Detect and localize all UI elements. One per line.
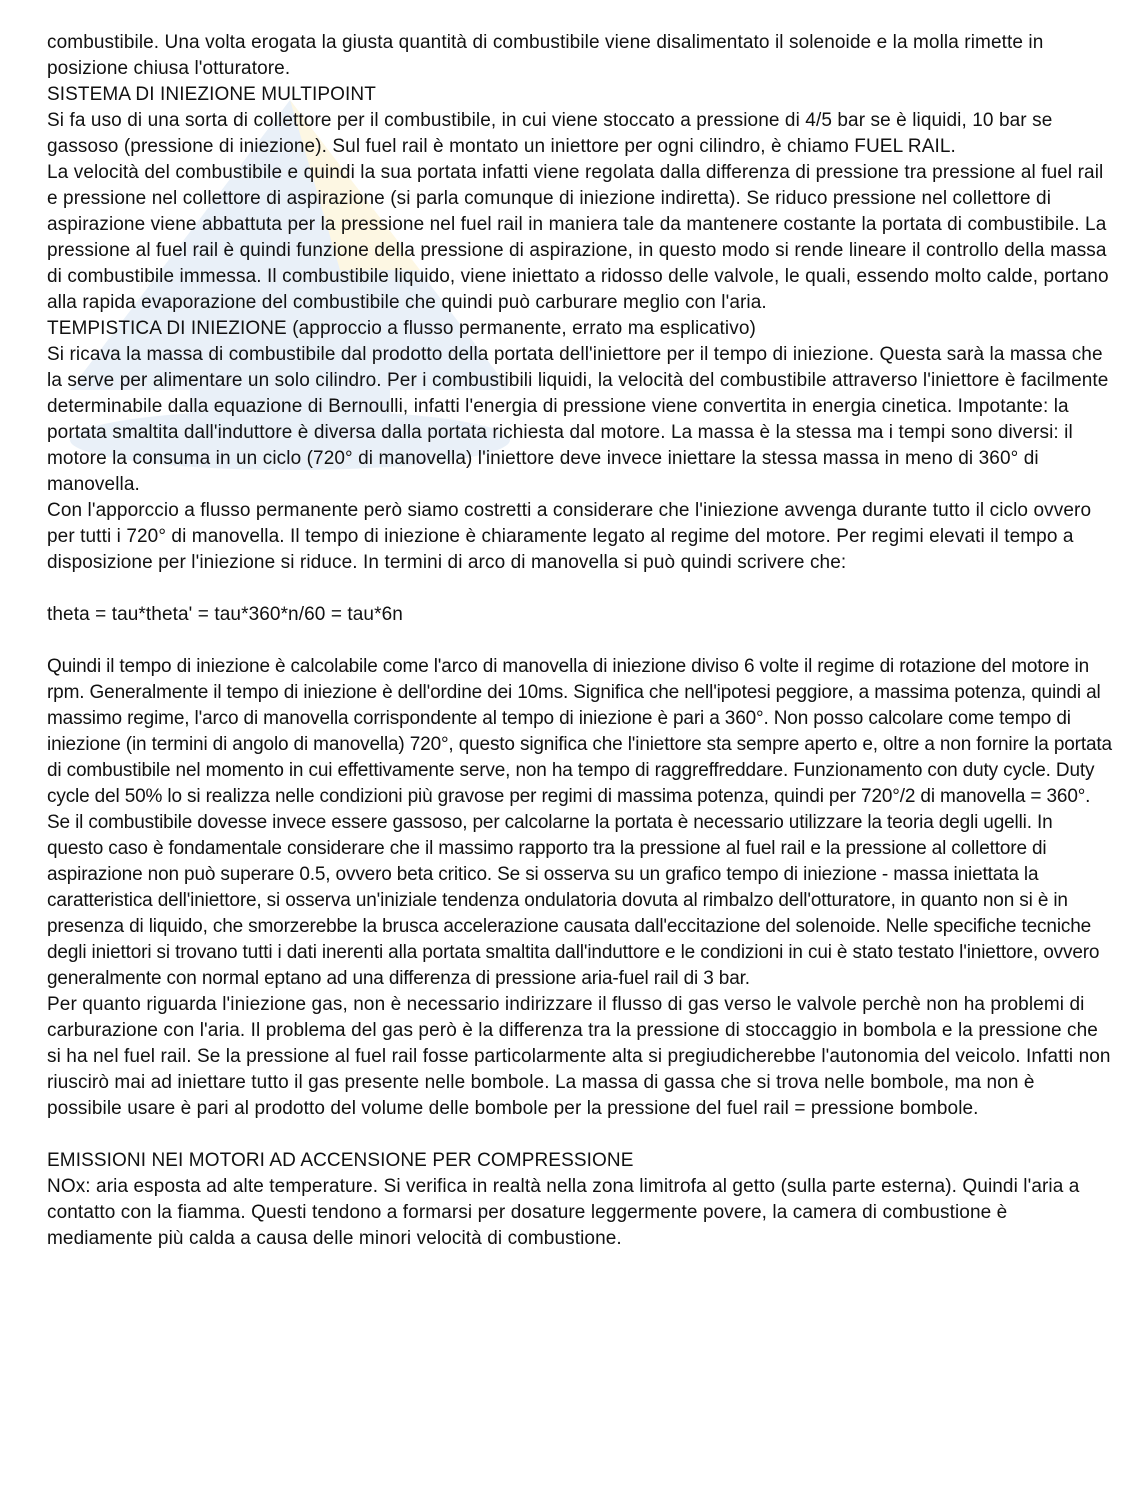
document-body	[47, 30, 1112, 1252]
paragraph-iniezione-gas: Per quanto riguarda l'iniezione gas, non è necessario indirizzare il flusso di gas verso le valvole perchè non ha problemi di carburazione con l'aria. Il problema del gas però è la differenza tra la pressione di stoccaggio in bombola e la pressione che si ha nel fuel rail. Se la pressione al fuel rail fosse particolarmente alta si pregiudicherebbe l'autonomia del veicolo. Infatti non riuscirò mai ad iniettare tutto il gas presente nelle bombole. La massa di gassa che si trova nelle bombole, ma non è possibile usare è pari al prodotto del volume delle bombole per la pressione del fuel rail = pressione bombole.	[47, 994, 1111, 1119]
blank-line	[47, 576, 1112, 602]
heading-multipoint: SISTEMA DI INIEZIONE MULTIPOINT	[47, 84, 376, 105]
paragraph-tempo-iniezione: Quindi il tempo di iniezione è calcolabile come l'arco di manovella di iniezione diviso 6 volte il regime di rotazione del motore in rpm. Generalmente il tempo di iniezione è dell'ordine dei 10ms. Significa che nell'ipotesi peggiore, a massima potenza, quindi al massimo regime, l'arco di manovella corrispondente al tempo di iniezione è pari a 360°. Non posso calcolare come tempo di iniezione (in termini di angolo di manovella) 720°, questo significa che l'iniettore sta sempre aperto e, oltre a non fornire la portata di combustibile nel momento in cui effettivamente serve, non ha tempo di raggreffreddare. Funzionamento con duty cycle. Duty cycle del 50% lo si realizza nelle condizioni più gravose per regimi di massima potenza, quindi per 720°/2 di manovella = 360°. Se il combustibile dovesse invece essere gassoso, per calcolarne la portata è necessario utilizzare la teoria degli ugelli. In questo caso è fondamentale considerare che il massimo rapporto tra la pressione al fuel rail e la pressione al collettore di aspirazione non può superare 0.5, ovvero beta critico. Se si osserva su un grafico tempo di iniezione - massa iniettata la caratteristica dell'iniettore, si osserva un'iniziale tendenza ondulatoria dovuta al rimbalzo dell'otturatore, in quanto non si è in presenza di liquido, che smorzerebbe la brusca accelerazione causata dall'eccitazione del solenoide. Nelle specifiche tecniche degli iniettori si trovano tutti i dati inerenti alla portata smaltita dall'induttore e le condizioni in cui è stato testato l'iniettore, ovvero generalmente con normal eptano ad una differenza di pressione aria-fuel rail di 3 bar.	[47, 656, 1112, 989]
heading-emissioni: EMISSIONI NEI MOTORI AD ACCENSIONE PER COMPRESSIONE	[47, 1150, 634, 1171]
paragraph-continuation: combustibile. Una volta erogata la giusta quantità di combustibile viene disalimentato il solenoide e la molla rimette in posizione chiusa l'otturatore.	[47, 32, 1044, 79]
blank-line	[47, 1122, 1112, 1148]
paragraph-flusso-permanente: Con l'apporccio a flusso permanente però siamo costretti a considerare che l'iniezione avvenga durante tutto il ciclo ovvero per tutti i 720° di manovella. Il tempo di iniezione è chiaramente legato al regime del motore. Per regimi elevati il tempo a disposizione per l'iniezione si riduce. In termini di arco di manovella si può quindi scrivere che:	[47, 500, 1092, 573]
formula-theta: theta = tau*theta' = tau*360*n/60 = tau*6n	[47, 604, 403, 625]
paragraph-massa: Si ricava la massa di combustibile dal prodotto della portata dell'iniettore per il tempo di iniezione. Questa sarà la massa che la serve per alimentare un solo cilindro. Per i combustibili liquidi, la velocità del combustibile attraverso l'iniettore è facilmente determinabile dalla equazione di Bernoulli, infatti l'energia di pressione viene convertita in energia cinetica. Impotante: la portata smaltita dall'induttore è diversa dalla portata richiesta dal motore. La massa è la stessa ma i tempi sono diversi: il motore la consuma in un ciclo (720° di manovella) l'iniettore deve invece iniettare la stessa massa in meno di 360° di manovella.	[47, 344, 1109, 495]
heading-tempistica: TEMPISTICA DI INIEZIONE (approccio a flusso permanente, errato ma esplicativo)	[47, 318, 756, 339]
paragraph-collettore: Si fa uso di una sorta di collettore per il combustibile, in cui viene stoccato a pressione di 4/5 bar se è liquidi, 10 bar se gassoso (pressione di iniezione). Sul fuel rail è montato un iniettore per ogni cilindro, è chiamo FUEL RAIL.	[47, 110, 1053, 157]
blank-line	[47, 628, 1112, 654]
paragraph-velocita: La velocità del combustibile e quindi la sua portata infatti viene regolata dalla differenza di pressione tra pressione al fuel rail e pressione nel collettore di aspirazione (si parla comunque di iniezione indiretta). Se riduco pressione nel collettore di aspirazione viene abbattuta per la pressione nel fuel rail in maniera tale da mantenere costante la portata di combustibile. La pressione al fuel rail è quindi funzione della pressione di aspirazione, in questo modo si rende lineare il controllo della massa di combustibile immessa. Il combustibile liquido, viene iniettato a ridosso delle valvole, le quali, essendo molto calde, portano alla rapida evaporazione del combustibile che quindi può carburare meglio con l'aria.	[47, 162, 1109, 313]
paragraph-nox: NOx: aria esposta ad alte temperature. Si verifica in realtà nella zona limitrofa al getto (sulla parte esterna). Quindi l'aria a contatto con la fiamma. Questi tendono a formarsi per dosature leggermente povere, la camera di combustione è mediamente più calda a causa delle minori velocità di combustione.	[47, 1176, 1080, 1249]
